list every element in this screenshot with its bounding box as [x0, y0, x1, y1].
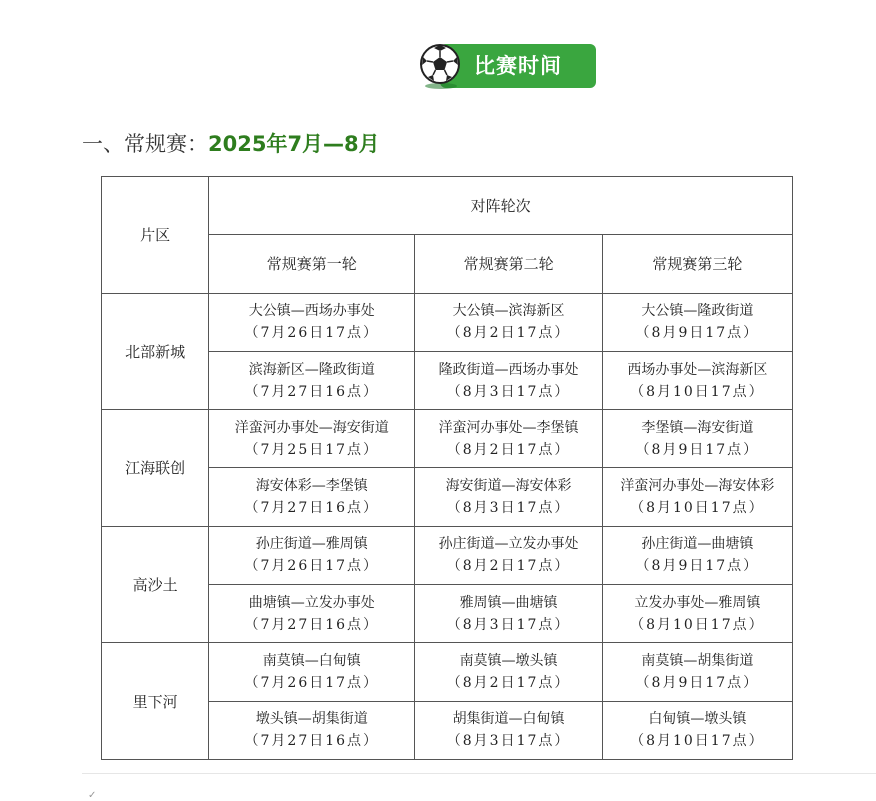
section-badge: [418, 42, 598, 90]
area-cell: 里下河: [102, 643, 209, 760]
match-date: （8月3日17点）: [446, 616, 571, 633]
match-teams: 孙庄街道—雅周镇: [255, 536, 368, 553]
match-cell: [415, 293, 602, 351]
rounds-header: 对阵轮次: [209, 177, 793, 235]
round-header: 常规赛第二轮: [415, 235, 602, 293]
match-teams: 孙庄街道—曲塘镇: [641, 536, 754, 553]
match-cell: [415, 410, 602, 468]
section-prefix: 一、常规赛：: [82, 132, 208, 156]
match-date: （7月27日16点）: [244, 383, 380, 400]
match-cell: [415, 526, 602, 584]
match-date: （8月9日17点）: [635, 558, 760, 575]
match-date: （7月26日17点）: [244, 558, 380, 575]
area-cell: 北部新城: [102, 293, 209, 410]
table-row: [102, 526, 793, 584]
match-date: （8月9日17点）: [635, 325, 760, 342]
match-cell: [415, 351, 602, 409]
match-date: （7月26日17点）: [244, 675, 380, 692]
match-teams: 洋蛮河办事处—海安体彩: [620, 478, 775, 495]
match-date: （8月2日17点）: [446, 441, 571, 458]
match-date: （8月3日17点）: [446, 733, 571, 750]
match-cell: [602, 468, 792, 526]
match-cell: [209, 468, 415, 526]
round-header: 常规赛第一轮: [209, 235, 415, 293]
match-cell: [209, 410, 415, 468]
match-date: （8月2日17点）: [446, 325, 571, 342]
match-cell: [602, 701, 792, 759]
match-teams: 胡集街道—白甸镇: [452, 711, 565, 728]
match-cell: [209, 701, 415, 759]
match-cell: [209, 643, 415, 701]
match-date: （8月3日17点）: [446, 500, 571, 517]
match-cell: [602, 351, 792, 409]
match-cell: [415, 643, 602, 701]
section-title: [82, 128, 380, 158]
match-teams: 墩头镇—胡集街道: [255, 711, 368, 728]
round-header: 常规赛第三轮: [602, 235, 792, 293]
match-teams: 大公镇—滨海新区: [452, 303, 565, 320]
match-teams: 白甸镇—墩头镇: [648, 711, 747, 728]
match-teams: 雅周镇—曲塘镇: [459, 594, 558, 611]
match-date: （8月10日17点）: [630, 733, 765, 750]
match-cell: [209, 585, 415, 643]
match-date: （8月2日17点）: [446, 675, 571, 692]
edit-mark-icon: ✓: [88, 790, 97, 801]
match-teams: 李堡镇—海安街道: [641, 419, 754, 436]
section-date: 2025年7月—8月: [208, 132, 380, 156]
match-teams: 南莫镇—白甸镇: [262, 653, 361, 670]
match-cell: [602, 643, 792, 701]
match-teams: 海安街道—海安体彩: [445, 478, 572, 495]
soccer-ball-icon: [418, 42, 464, 90]
match-date: （8月9日17点）: [635, 675, 760, 692]
match-teams: 南莫镇—胡集街道: [641, 653, 754, 670]
match-cell: [209, 526, 415, 584]
match-cell: [415, 701, 602, 759]
match-date: （8月10日17点）: [630, 383, 765, 400]
match-teams: 大公镇—隆政街道: [641, 303, 754, 320]
match-date: （7月27日16点）: [244, 500, 380, 517]
match-teams: 滨海新区—隆政街道: [248, 361, 375, 378]
match-teams: 洋蛮河办事处—李堡镇: [438, 419, 579, 436]
schedule-table: [101, 176, 793, 760]
match-cell: [209, 293, 415, 351]
match-teams: 大公镇—西场办事处: [248, 303, 375, 320]
table-row: [102, 643, 793, 701]
match-teams: 立发办事处—雅周镇: [634, 594, 761, 611]
match-date: （7月27日16点）: [244, 616, 380, 633]
match-cell: [415, 468, 602, 526]
table-header-row: [102, 177, 793, 235]
match-teams: 洋蛮河办事处—海安街道: [234, 419, 389, 436]
match-teams: 西场办事处—滨海新区: [627, 361, 768, 378]
match-date: （8月2日17点）: [446, 558, 571, 575]
match-teams: 曲塘镇—立发办事处: [248, 594, 375, 611]
match-teams: 南莫镇—墩头镇: [459, 653, 558, 670]
table-row: [102, 410, 793, 468]
match-date: （7月25日17点）: [244, 441, 380, 458]
match-date: （8月3日17点）: [446, 383, 571, 400]
table-row: [102, 293, 793, 351]
match-date: （8月10日17点）: [630, 500, 765, 517]
match-cell: [209, 351, 415, 409]
match-date: （8月9日17点）: [635, 441, 760, 458]
area-header: 片区: [102, 177, 209, 294]
match-teams: 隆政街道—西场办事处: [438, 361, 579, 378]
divider: [82, 773, 876, 774]
match-teams: 孙庄街道—立发办事处: [438, 536, 579, 553]
match-cell: [415, 585, 602, 643]
area-cell: 江海联创: [102, 410, 209, 527]
match-date: （8月10日17点）: [630, 616, 765, 633]
area-cell: 高沙土: [102, 526, 209, 643]
match-teams: 海安体彩—李堡镇: [255, 478, 368, 495]
match-date: （7月26日17点）: [244, 325, 380, 342]
match-cell: [602, 526, 792, 584]
match-cell: [602, 410, 792, 468]
match-date: （7月27日16点）: [244, 733, 380, 750]
match-cell: [602, 585, 792, 643]
badge-label: 比赛时间: [474, 54, 562, 78]
match-cell: [602, 293, 792, 351]
